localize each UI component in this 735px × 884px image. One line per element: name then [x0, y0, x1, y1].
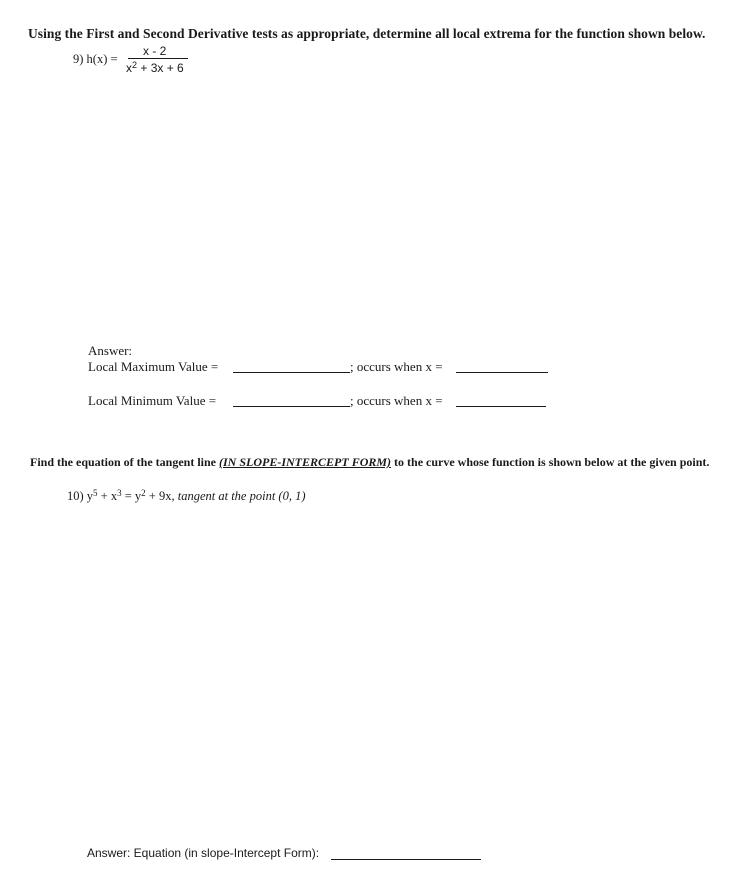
fraction-bar: [128, 58, 188, 59]
answer-heading: Answer:: [88, 343, 133, 358]
q10-part-2: + x: [97, 489, 118, 503]
local-min-x-blank[interactable]: [456, 406, 546, 407]
denominator-base: x: [126, 61, 132, 75]
question-10-instructions: [30, 454, 720, 470]
question-9-label: 9) h(x) =: [73, 52, 118, 66]
q10-answer-blank[interactable]: [331, 859, 481, 860]
q10-heading-suffix: to the curve whose function is shown below at the given point.: [391, 455, 710, 469]
denominator-exponent: 2: [132, 60, 138, 70]
question-10-equation: [67, 489, 306, 504]
fraction-numerator: x - 2: [143, 44, 167, 58]
fraction-denominator: [126, 61, 184, 75]
local-max-value-blank[interactable]: [233, 372, 350, 373]
q10-exp-1: 5: [93, 488, 98, 498]
local-min-value-blank[interactable]: [233, 406, 350, 407]
local-min-label: Local Minimum Value =: [88, 393, 217, 408]
q10-tangent-note: tangent at the point (0, 1): [177, 489, 306, 503]
q10-answer-label: Answer: Equation (in slope-Intercept Form):: [87, 846, 320, 860]
local-max-occurs-label: ; occurs when x =: [350, 359, 443, 374]
q10-exp-2: 3: [117, 488, 122, 498]
q10-part-4: + 9x,: [145, 489, 178, 503]
q10-part-3: = y: [121, 489, 142, 503]
q10-heading-prefix: Find the equation of the tangent line: [30, 455, 220, 469]
q10-label: 10) y: [67, 489, 94, 503]
local-max-label: Local Maximum Value =: [88, 359, 219, 374]
q10-heading-emphasis: (IN SLOPE-INTERCEPT FORM): [219, 455, 392, 469]
q10-exp-3: 2: [141, 488, 146, 498]
local-min-occurs-label: ; occurs when x =: [350, 393, 443, 408]
question-9-instructions: Using the First and Second Derivative tests as appropriate, determine all local extrema for the function shown below.: [28, 26, 706, 41]
local-max-x-blank[interactable]: [456, 372, 548, 373]
denominator-rest: + 3x + 6: [137, 61, 184, 75]
